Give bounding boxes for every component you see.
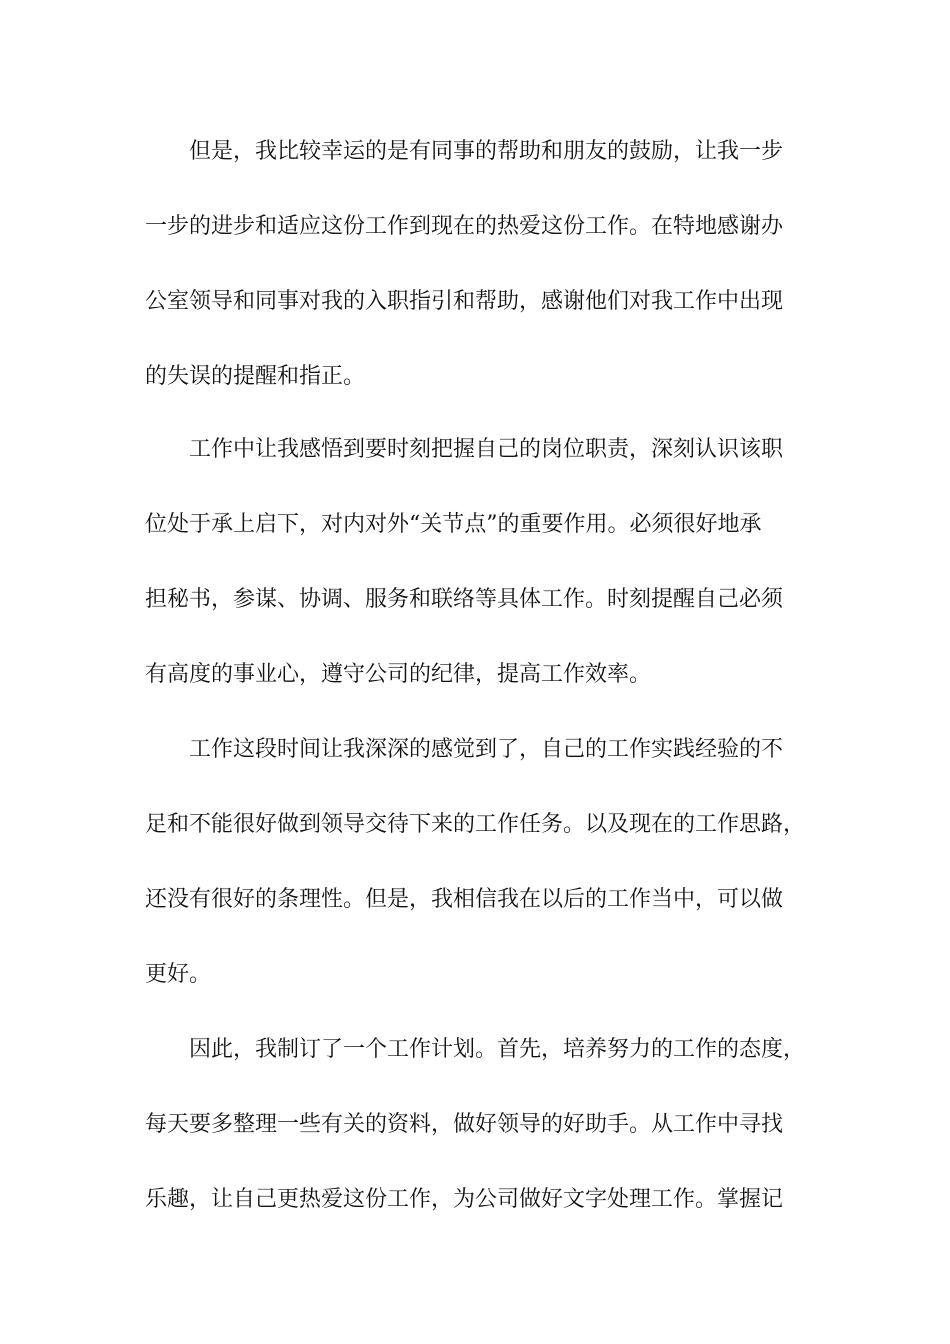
- paragraph-1-line-1: 但是，我比较幸运的是有同事的帮助和朋友的鼓励，让我一步: [189, 139, 784, 164]
- paragraph-4-line-1: 因此，我制订了一个工作计划。首先，培养努力的工作的态度，: [189, 1037, 806, 1062]
- paragraph-3-line-4: 更好。: [145, 962, 212, 987]
- paragraph-1-line-4: 的失误的提醒和指正。: [145, 364, 366, 389]
- paragraph-3-line-3: 还没有很好的条理性。但是，我相信我在以后的工作当中，可以做: [145, 887, 784, 912]
- paragraph-2-line-3: 担秘书，参谋、协调、服务和联络等具体工作。时刻提醒自己必须: [145, 587, 784, 612]
- paragraph-2-line-1: 工作中让我感悟到要时刻把握自己的岗位职责，深刻认识该职: [189, 437, 784, 462]
- paragraph-2-line-4: 有高度的事业心，遵守公司的纪律，提高工作效率。: [145, 662, 652, 687]
- paragraph-4-line-2: 每天要多整理一些有关的资料，做好领导的好助手。从工作中寻找: [145, 1112, 784, 1137]
- paragraph-4-line-3: 乐趣，让自己更热爱这份工作，为公司做好文字处理工作。掌握记: [145, 1187, 784, 1212]
- paragraph-3-line-2: 足和不能很好做到领导交待下来的工作任务。以及现在的工作思路，: [145, 812, 806, 837]
- paragraph-3-line-1: 工作这段时间让我深深的感觉到了，自己的工作实践经验的不: [189, 737, 784, 762]
- paragraph-1-line-2: 一步的进步和适应这份工作到现在的热爱这份工作。在特地感谢办: [145, 214, 784, 239]
- paragraph-2-line-2: 位处于承上启下，对内对外“关节点”的重要作用。必须很好地承: [145, 512, 762, 537]
- paragraph-1-line-3: 公室领导和同事对我的入职指引和帮助，感谢他们对我工作中出现: [145, 289, 784, 314]
